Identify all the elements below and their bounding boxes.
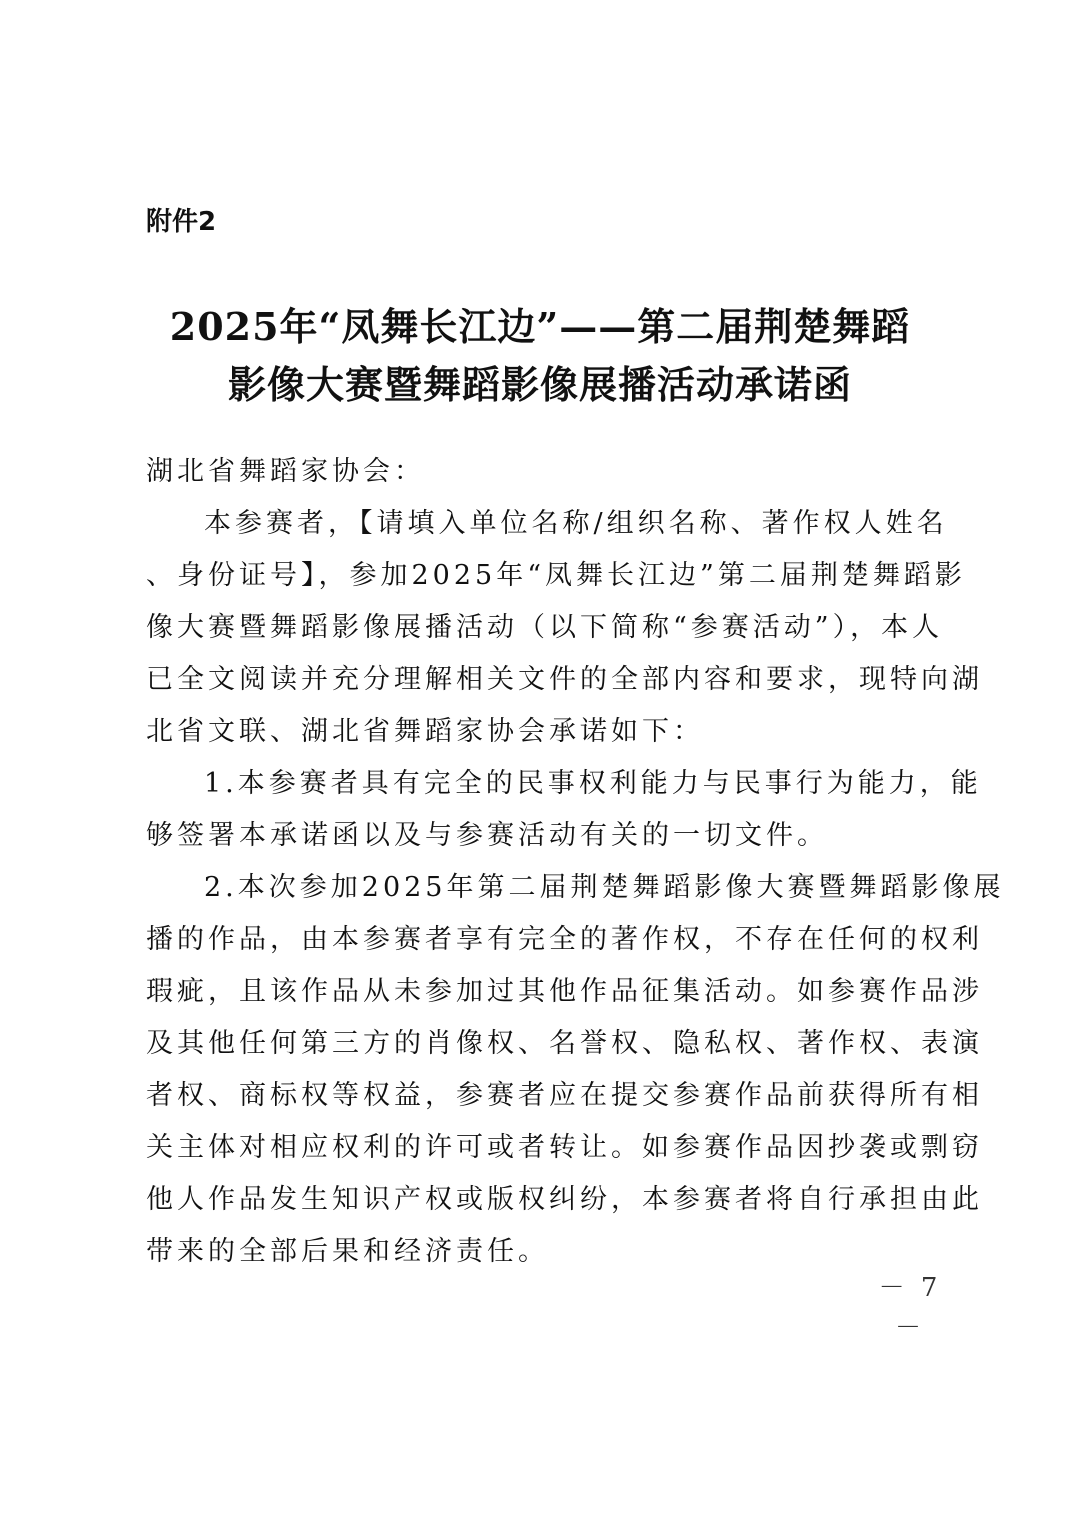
title-line-1: 2025年“凤舞长江边”——第二届荆楚舞蹈 xyxy=(169,304,911,349)
paragraph-line: 播的作品，由本参赛者享有完全的著作权，不存在任何的权利 xyxy=(146,924,983,955)
title-line-2: 影像大赛暨舞蹈影像展播活动承诺函 xyxy=(227,362,852,407)
page-number: － 7 － xyxy=(878,1273,942,1343)
paragraph-line: 及其他任何第三方的肖像权、名誉权、隐私权、著作权、表演 xyxy=(146,1028,983,1059)
attachment-label: 附件2 xyxy=(146,207,217,237)
paragraph-line: 瑕疵，且该作品从未参加过其他作品征集活动。如参赛作品涉 xyxy=(146,976,983,1007)
paragraph-line: 像大赛暨舞蹈影像展播活动（以下简称“参赛活动”），本人 xyxy=(146,612,944,643)
paragraph-line: 北省文联、湖北省舞蹈家协会承诺如下： xyxy=(146,716,704,747)
paragraph-line: 、身份证号】，参加2025年“凤舞长江边”第二届荆楚舞蹈影 xyxy=(146,560,966,591)
paragraph-line: 者权、商标权等权益，参赛者应在提交参赛作品前获得所有相 xyxy=(146,1080,983,1111)
paragraph-line: 2.本次参加2025年第二届荆楚舞蹈影像大赛暨舞蹈影像展 xyxy=(204,872,1005,903)
document-body xyxy=(146,446,1005,1278)
paragraph-2 xyxy=(146,758,982,862)
document-title xyxy=(146,298,934,414)
paragraph-line: 本参赛者，【请填入单位名称/组织名称、著作权人姓名 xyxy=(204,508,948,539)
paragraph-line: 1.本参赛者具有完全的民事权利能力与民事行为能力，能 xyxy=(204,768,982,799)
paragraph-line: 已全文阅读并充分理解相关文件的全部内容和要求，现特向湖 xyxy=(146,664,983,695)
paragraph-line: 关主体对相应权利的许可或者转让。如参赛作品因抄袭或剽窃 xyxy=(146,1132,983,1163)
paragraph-line: 带来的全部后果和经济责任。 xyxy=(146,1236,549,1267)
paragraph-3 xyxy=(146,862,1005,1278)
paragraph-line: 他人作品发生知识产权或版权纠纷，本参赛者将自行承担由此 xyxy=(146,1184,983,1215)
paragraph-line: 够签署本承诺函以及与参赛活动有关的一切文件。 xyxy=(146,820,828,851)
salutation: 湖北省舞蹈家协会： xyxy=(146,456,425,487)
paragraph-1 xyxy=(146,498,983,758)
